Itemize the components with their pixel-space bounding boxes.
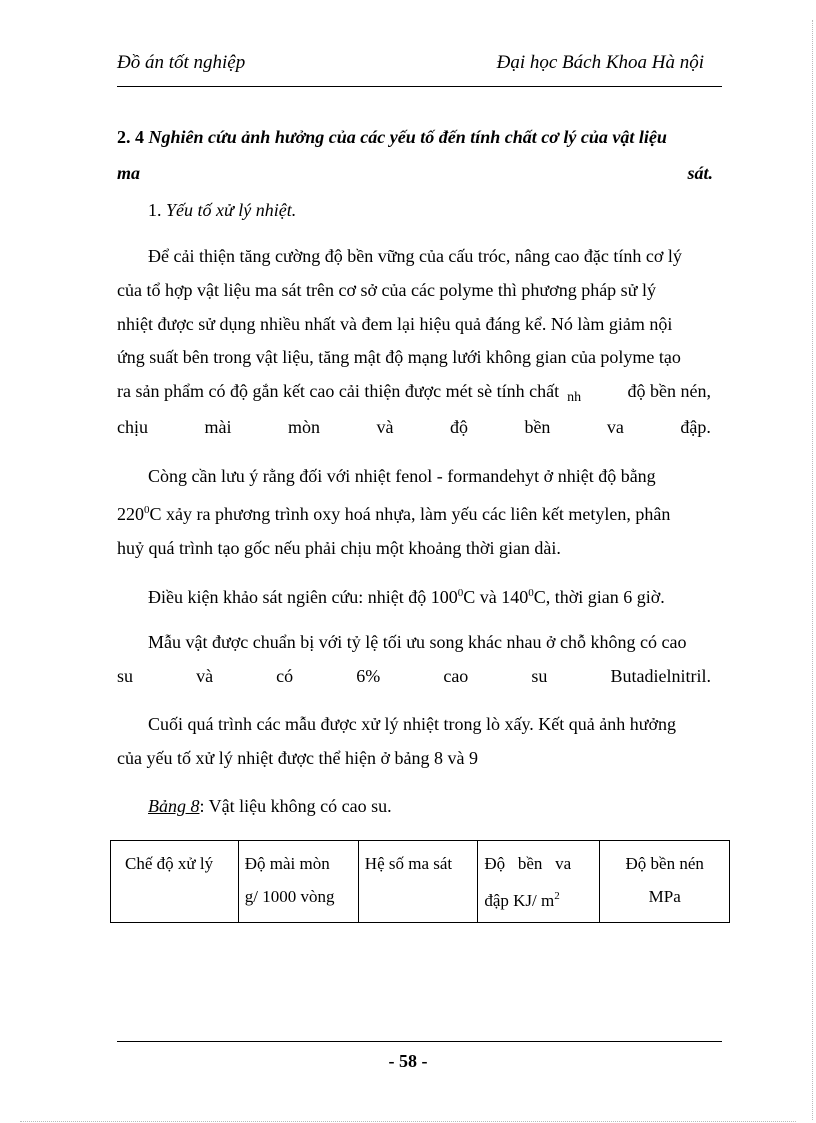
paragraph-4	[117, 626, 711, 694]
caption-text: : Vật liệu không có cao su.	[199, 796, 392, 816]
paragraph-line	[117, 411, 711, 445]
header-rule	[117, 86, 722, 87]
paragraph-line: của tổ hợp vật liệu ma sát trên cơ sở của các polyme thì phương pháp sử lý	[117, 279, 656, 300]
header-left-text: Đồ án tốt nghiệp	[117, 52, 246, 73]
paragraph-line: Để cải thiện tăng cường độ bền vững của cấu tróc, nâng cao đặc tính cơ lý	[148, 246, 682, 266]
paragraph-text: độ bền nén,	[627, 381, 711, 402]
paragraph-line	[117, 660, 711, 694]
word: và	[196, 665, 214, 686]
section-title-text: Nghiên cứu ảnh hưởng của các yếu tố đến tính chất cơ lý của vật liệu	[148, 127, 667, 147]
table-header-cell: Độ mài mòn g/ 1000 vòng	[238, 841, 358, 923]
word: bền	[524, 416, 551, 437]
table-caption	[148, 796, 392, 817]
page-edge-bottom	[20, 1121, 796, 1122]
word: và	[376, 416, 394, 437]
subscript-nh: nh	[567, 390, 582, 406]
word: su	[531, 665, 548, 686]
paragraph-text: ra sản phẩm có độ gắn kết cao cải thiện được mét sè tính chất $_{nh}$	[117, 381, 582, 406]
subheading-number: 1.	[148, 200, 162, 220]
subheading	[148, 200, 296, 221]
header-right-text: Đại học Bách Khoa Hà nội	[496, 52, 704, 73]
section-title-line1	[117, 119, 713, 155]
section-title	[117, 119, 713, 191]
page-number: - 58 -	[388, 1051, 428, 1071]
section-number: 2. 4	[117, 127, 144, 147]
superscript: 0	[144, 503, 150, 516]
paragraph-line: ứng suất bên trong vật liệu, tăng mật độ mạng lưới không gian của polyme tạo	[117, 347, 681, 368]
paragraph-line: Cuối quá trình các mẫu được xử lý nhiệt trong lò xấy. Kết quả ảnh hưởng	[148, 714, 677, 734]
table-header-cell: Hệ số ma sát	[358, 841, 478, 923]
section-title-line2-right: sát.	[687, 163, 713, 183]
table-header-cell: Độ bền va đập KJ/ $m^2$	[478, 841, 600, 923]
paragraph-line: Còng cần lưu ý rằng đối với nhiệt fenol - formandehyt ở nhiệt độ bằng	[148, 466, 656, 486]
word: su	[117, 665, 134, 686]
section-title-line2	[117, 155, 713, 191]
paragraph-1	[117, 240, 711, 445]
paragraph-line: nhiệt được sử dụng nhiều nhất và đem lại hiệu quả đáng kể. Nó làm giảm nội	[117, 313, 673, 334]
superscript: 0	[457, 587, 464, 599]
paragraph-5	[117, 708, 711, 776]
paragraph-2	[117, 460, 711, 565]
table-header-cell: Chế độ xử lý	[111, 841, 239, 923]
word: 6%	[356, 665, 381, 686]
word: cao	[443, 665, 469, 686]
word: có	[276, 665, 294, 686]
caption-label: Bảng 8	[148, 796, 200, 816]
subheading-text: Yếu tố xử lý nhiệt.	[166, 200, 297, 220]
data-table	[110, 840, 730, 923]
table-header-row	[111, 841, 730, 923]
word: mòn	[287, 416, 320, 437]
paragraph-line: của yếu tố xử lý nhiệt được thể hiện ở bảng 8 và 9	[117, 747, 478, 768]
paragraph-line: Mẫu vật được chuẩn bị với tỷ lệ tối ưu song khác nhau ở chỗ không có cao	[148, 632, 687, 652]
word: đập.	[680, 416, 711, 437]
footer-rule	[117, 1041, 722, 1042]
section-title-line2-left: ma	[117, 163, 141, 183]
word: mài	[204, 416, 232, 437]
word: Butadielnitril.	[610, 665, 711, 686]
word: va	[606, 416, 624, 437]
page-edge-right	[812, 20, 813, 1120]
paragraph-3: Điều kiện khảo sát ngiên cứu: nhiệt độ $100^0C$ và $140^0C$, thời gian 6 giờ.	[148, 587, 665, 607]
table-header-cell: Độ bền nén MPa	[600, 841, 730, 923]
word: độ	[449, 416, 468, 437]
word: chịu	[117, 416, 148, 437]
superscript: 0	[528, 587, 534, 599]
paragraph-line: huỷ quá trình tạo gốc nếu phải chịu một khoảng thời gian dài.	[117, 537, 561, 558]
paragraph-line: $220^0C$ xảy ra phương trình oxy hoá nhựa, làm yếu các liên kết metylen, phân	[117, 503, 671, 524]
paragraph-line	[117, 375, 711, 411]
